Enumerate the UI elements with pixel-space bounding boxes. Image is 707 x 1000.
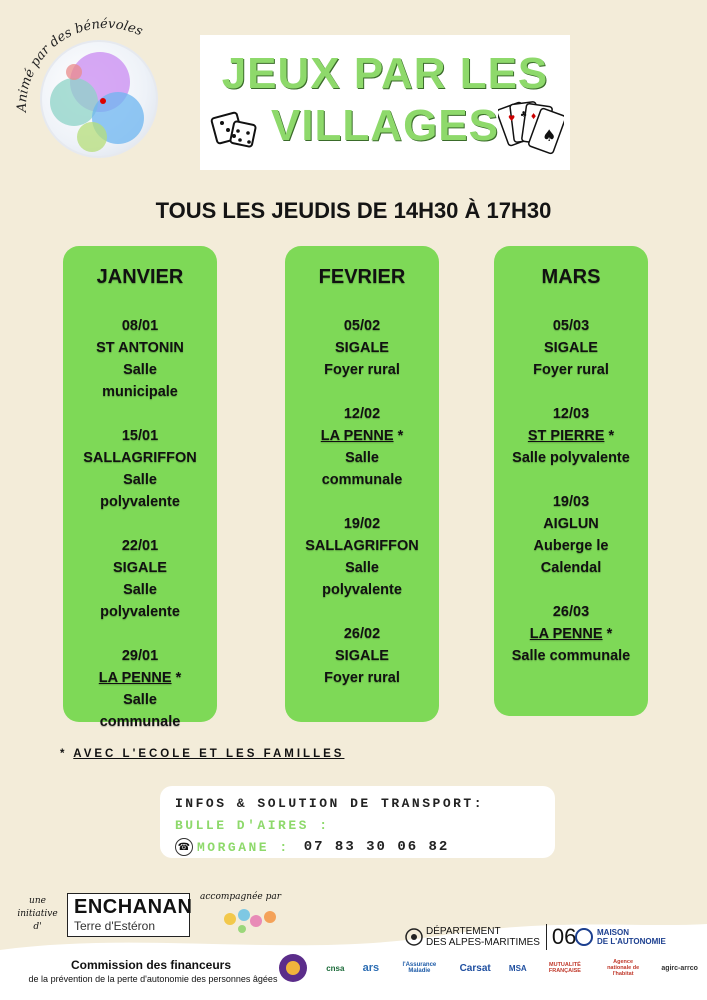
svg-text:♠: ♠ <box>542 126 557 145</box>
session-village: SIGALE <box>335 340 389 356</box>
accompagnee-label: accompagnée par <box>200 892 282 902</box>
school-families-star: * <box>608 428 615 444</box>
enchanan-sub: Terre d'Estéron <box>74 919 155 933</box>
session-village: SIGALE <box>113 560 167 576</box>
school-families-star: * <box>606 626 613 642</box>
session-village-row <box>494 337 648 359</box>
commission-title: Commission des financeurs <box>70 958 232 972</box>
session-village-row <box>63 447 217 469</box>
departement-number: 06 <box>546 924 576 950</box>
svg-text:♥: ♥ <box>508 114 516 123</box>
footnote-star: * <box>60 748 68 760</box>
session-village: SALLAGRIFFON <box>83 450 197 466</box>
initiative-line-1: une <box>29 896 46 906</box>
session-date: 05/03 <box>552 318 590 334</box>
session-village: SIGALE <box>335 648 389 664</box>
session-village: SALLAGRIFFON <box>305 538 419 554</box>
session-entry <box>494 601 648 667</box>
school-families-star: * <box>397 428 404 444</box>
session-date: 12/03 <box>552 406 590 422</box>
session-venue: polyvalente <box>100 494 180 510</box>
session-entry <box>285 403 439 491</box>
session-venue: Salle <box>345 450 379 466</box>
initiative-line-2: initiative <box>17 909 58 919</box>
session-venue: Salle <box>123 362 157 378</box>
session-entry <box>63 535 217 623</box>
initiative-label <box>10 895 65 934</box>
playing-cards-icon <box>498 97 564 161</box>
badge-caption-text: Animé par des bénévoles <box>14 16 145 113</box>
session-entry <box>285 513 439 601</box>
session-village-row <box>63 557 217 579</box>
session-date: 19/02 <box>343 516 381 532</box>
enchanan-main: ENCHANAN <box>74 896 193 918</box>
session-village: ST PIERRE <box>527 428 605 444</box>
session-venue: Auberge le <box>533 538 609 554</box>
session-venue: communale <box>99 714 181 730</box>
logo-carsat: Carsat <box>459 962 491 974</box>
session-venue: polyvalente <box>322 582 402 598</box>
session-entry <box>63 315 217 403</box>
departement-line-2: DES ALPES-MARITIMES <box>426 937 540 948</box>
session-venue: Salle communale <box>511 648 631 664</box>
session-village-row <box>285 535 439 557</box>
session-venue: Foyer rural <box>533 362 609 378</box>
maison-line-1: MAISON <box>597 928 629 937</box>
departement-logo <box>405 924 576 950</box>
initiative-line-3: d' <box>33 922 42 932</box>
logo-msa: MSA <box>508 963 527 973</box>
sponsor-logo-row <box>278 948 698 988</box>
phone-icon: ☎ <box>175 838 193 856</box>
month-name: MARS <box>541 266 601 288</box>
session-village-row <box>494 425 648 447</box>
session-entry <box>494 491 648 579</box>
session-entry <box>63 425 217 513</box>
session-date: 05/02 <box>343 318 381 334</box>
session-village-row <box>494 513 648 535</box>
commission-subtitle: de la prévention de la perte d'autonomie des personnes âgées <box>28 974 278 984</box>
badge-caption <box>8 8 198 118</box>
month-card-janvier <box>63 246 217 730</box>
commission-emblem-icon <box>278 953 308 983</box>
session-venue: Foyer rural <box>324 670 400 686</box>
info-contact-name: MORGANE : <box>197 839 290 855</box>
session-village-row <box>285 645 439 667</box>
departement-emblem-icon <box>405 928 423 946</box>
footnote <box>60 748 344 760</box>
session-entry <box>285 315 439 381</box>
session-village-row <box>63 667 217 689</box>
session-date: 26/02 <box>343 626 381 642</box>
title-line-2: VILLAGES <box>270 101 500 150</box>
session-entry <box>494 315 648 381</box>
month-name: JANVIER <box>96 266 184 288</box>
session-venue: polyvalente <box>100 604 180 620</box>
departement-line-1: DÉPARTEMENT <box>426 926 501 937</box>
session-venue: Salle <box>123 692 157 708</box>
logo-ars: ars <box>362 962 380 974</box>
logo-cnsa: cnsa <box>326 963 345 973</box>
session-date: 15/01 <box>121 428 159 444</box>
schedule-heading: TOUS LES JEUDIS DE 14H30 À 17H30 <box>155 198 552 223</box>
session-date: 19/03 <box>552 494 590 510</box>
session-village: LA PENNE <box>98 670 172 686</box>
session-venue: Foyer rural <box>324 362 400 378</box>
session-date: 12/02 <box>343 406 381 422</box>
session-venue: municipale <box>102 384 178 400</box>
session-venue: communale <box>321 472 403 488</box>
session-village-row <box>285 425 439 447</box>
enchanan-logo <box>67 893 193 937</box>
title-box <box>200 35 570 170</box>
session-date: 22/01 <box>121 538 159 554</box>
session-venue: Salle <box>345 560 379 576</box>
info-organisation: BULLE D'AIRES : <box>175 818 330 833</box>
month-name: FEVRIER <box>318 266 406 288</box>
session-village: LA PENNE <box>529 626 603 642</box>
session-village: ST ANTONIN <box>96 340 184 356</box>
session-venue: Salle <box>123 472 157 488</box>
session-venue: Salle <box>123 582 157 598</box>
title-line-1: JEUX PAR LES <box>221 49 549 98</box>
session-entry <box>63 645 217 733</box>
dice-icon <box>208 103 258 153</box>
session-venue: Calendal <box>540 560 602 576</box>
session-date: 26/03 <box>552 604 590 620</box>
logo-mutualite: MUTUALITÉ FRANÇAISE <box>548 962 581 974</box>
session-village: AIGLUN <box>543 516 599 532</box>
session-village-row <box>63 337 217 359</box>
logo-assurance-maladie: l'Assurance Maladie <box>402 962 437 974</box>
session-venue: Salle polyvalente <box>512 450 630 466</box>
logo-agirc-arrco: agirc-arrco <box>661 964 698 972</box>
school-families-star: * <box>175 670 182 686</box>
svg-text:Animé par des bénévoles <box>15 17 145 113</box>
session-date: 29/01 <box>121 648 159 664</box>
session-entry <box>285 623 439 689</box>
maison-emblem-icon <box>575 928 593 946</box>
session-entry <box>494 403 648 469</box>
logo-anah: Agence nationale de l'habitat <box>607 959 640 977</box>
session-village: LA PENNE <box>320 428 394 444</box>
month-card-fevrier <box>285 246 439 722</box>
session-village: SIGALE <box>544 340 598 356</box>
footnote-text: AVEC L'ECOLE ET LES FAMILLES <box>73 748 345 760</box>
info-phone-number[interactable]: 07 83 30 06 82 <box>303 839 450 855</box>
svg-text:♣: ♣ <box>520 110 528 119</box>
session-date: 08/01 <box>121 318 159 334</box>
maison-autonomie-logo <box>575 928 666 946</box>
session-village-row <box>285 337 439 359</box>
info-heading: INFOS & SOLUTION DE TRANSPORT: <box>175 796 485 811</box>
partner-logos-icon <box>220 905 300 935</box>
maison-line-2: DE L'AUTONOMIE <box>597 937 666 946</box>
svg-text:♦: ♦ <box>530 112 538 121</box>
transport-info-box <box>160 786 555 858</box>
month-card-mars <box>494 246 648 716</box>
session-village-row <box>494 623 648 645</box>
info-contact-row <box>175 838 449 856</box>
